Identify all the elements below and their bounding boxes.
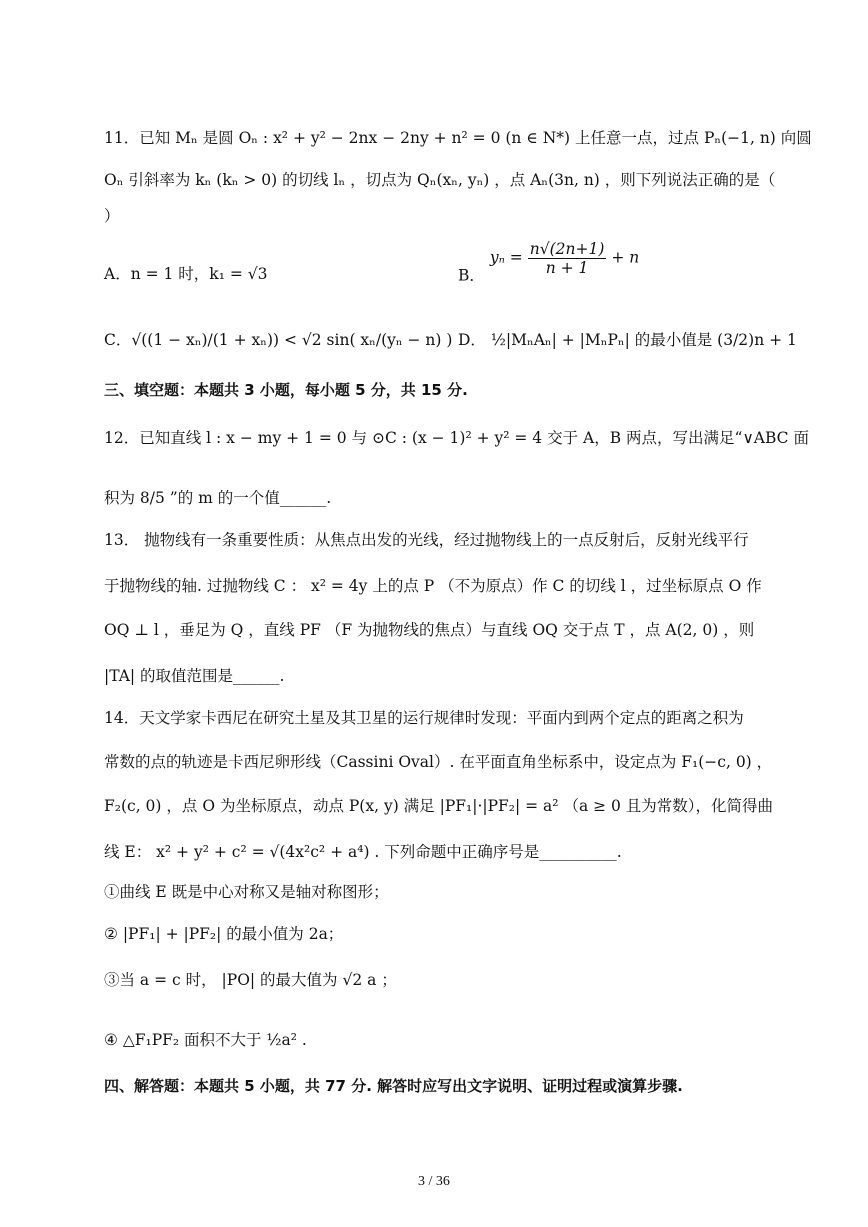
section-4-heading: 四、解答题：本题共 5 小题，共 77 分. 解答时应写出文字说明、证明过程或演算步骤. (104, 1077, 683, 1095)
q14-statement-3: ③当 a = c 时， |PO| 的最大值为 √2 a ； (104, 971, 397, 989)
q11-option-d-text: ½|MₙAₙ| + |MₙPₙ| 的最小值是 (3/2)n + 1 (490, 331, 797, 349)
q11-option-a: A．n = 1 时，k₁ = √3 (104, 265, 268, 283)
q14-line-3: F₂(c, 0) ，点 O 为坐标原点，动点 P(x, y) 满足 |PF₁|·|PF₂| = a² （a ≥ 0 且为常数），化简得曲 (104, 797, 774, 815)
page-number: 3 / 36 (418, 1174, 450, 1189)
q13-line-2: 于抛物线的轴. 过抛物线 C ： x² = 4y 上的点 P （不为原点）作 C 的切线 l ，过坐标原点 O 作 (104, 577, 762, 595)
q14-line-4: 线 E： x² + y² + c² = √(4x²c² + a⁴) . 下列命题中正确序号是__________. (104, 843, 622, 861)
q11-option-b-lhs: yₙ = (489, 248, 523, 267)
q11-option-b-numerator: n√(2n+1) (529, 240, 605, 258)
q14-line-2: 常数的点的轨迹是卡西尼卵形线（Cassini Oval）. 在平面直角坐标系中，设定点为 F₁(−c, 0) ， (104, 753, 773, 771)
q11-option-b-fraction (528, 240, 607, 277)
q13-line-3: OQ ⊥ l ，垂足为 Q ，直线 PF （F 为抛物线的焦点）与直线 OQ 交于点 T ，点 A(2, 0) ，则 (104, 621, 755, 639)
q13-line-1: 13． 抛物线有一条重要性质：从焦点出发的光线，经过抛物线上的一点反射后，反射光线平行 (104, 531, 749, 549)
q14-line-1: 14．天文学家卡西尼在研究土星及其卫星的运行规律时发现：平面内到两个定点的距离之积为 (104, 709, 744, 727)
q14-statement-1: ①曲线 E 既是中心对称又是轴对称图形； (104, 883, 389, 901)
q12-line-2: 积为 8/5 ”的 m 的一个值______. (104, 489, 332, 507)
q11-option-b (458, 240, 639, 286)
section-3-heading: 三、填空题：本题共 3 小题，每小题 5 分，共 15 分. (104, 381, 468, 399)
q11-option-b-rhs: + n (611, 248, 640, 267)
q13-line-4: |TA| 的取值范围是______. (104, 667, 285, 685)
q11-option-b-label: B． (458, 266, 485, 285)
q11-option-b-denominator: n + 1 (545, 259, 589, 277)
q11-option-c: C．√((1 − xₙ)/(1 + xₙ)) < √2 sin( xₙ/(yₙ − n) ) (104, 331, 453, 349)
q11-option-d-label: D． (458, 331, 486, 349)
q11-line-1: 11．已知 Mₙ 是圆 Oₙ : x² + y² − 2nx − 2ny + n² = 0 (n ∈ N*) 上任意一点，过点 Pₙ(−1, n) 向圆 (104, 129, 812, 147)
q11-line-2: Oₙ 引斜率为 kₙ (kₙ > 0) 的切线 lₙ ，切点为 Qₙ(xₙ, yₙ) ，点 Aₙ(3n, n) ，则下列说法正确的是（ (104, 171, 776, 189)
q11-line-3: ） (104, 207, 120, 225)
q14-statement-2: ② |PF₁| + |PF₂| 的最小值为 2a； (104, 925, 344, 943)
q11-option-d (458, 328, 797, 350)
q12-line-1: 12．已知直线 l : x − my + 1 = 0 与 ⊙C : (x − 1)² + y² = 4 交于 A，B 两点，写出满足“∨ABC 面 (104, 429, 809, 447)
q14-statement-4: ④ △F₁PF₂ 面积不大于 ½a² . (104, 1031, 307, 1049)
